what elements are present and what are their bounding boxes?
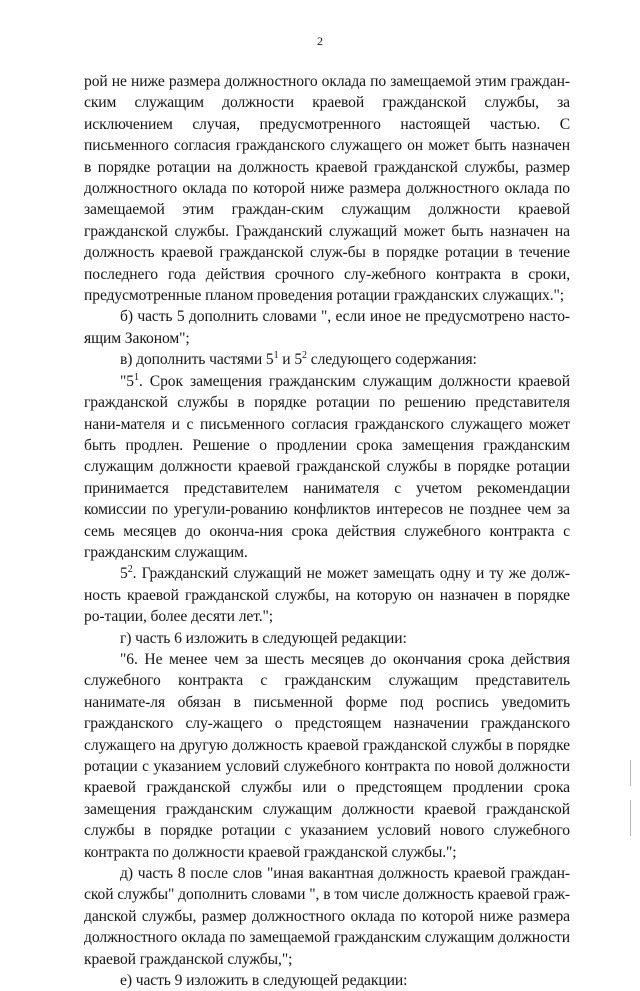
superscript: 1 [133, 371, 139, 383]
paragraph-rotation-appointment: рой не ниже размера должностного оклада по замещаемой этим граждан-ским служащим должности краевой гражданской службы, за исключением случая, предусмотренного настоящей частью. С письменного согласия гражданского служащего он может быть назначен в порядке ротации на должность краевой гражданской службы, размер должностного оклада по которой ниже размера должностного оклада по замещаемой этим граждан-ским служащим должности краевой гражданской службы. Гражданский служащий может быть назначен на должность краевой гражданской служ-бы в порядке ротации в течение последнего года действия срочного слу-жебного контракта в сроки, предусмотренные планом проведения ротации гражданских служащих."; [84, 73, 570, 305]
superscript: 2 [302, 350, 307, 362]
text-run: . Гражданский служащий не может замещать одну и ту же долж-ность краевой гражданской службы, на которую он назначен в порядке ро-тации, более десяти лет."; [84, 565, 570, 626]
text-run: и 5 [278, 351, 303, 369]
scan-edge-mark [630, 760, 631, 786]
paragraph-item-g: г) часть 6 изложить в следующей редакции: [120, 629, 407, 647]
page-number: 2 [317, 34, 323, 48]
paragraph-part-5-1 [84, 371, 570, 564]
paragraph-item-e: е) часть 9 изложить в следующей редакции: [120, 972, 408, 990]
paragraph-item-v [84, 349, 570, 370]
text-run: . Срок замещения гражданским служащим должности краевой гражданской службы в порядке ротации по решению представителя нани-мателя и с письменного согласия гражданского служащего может быть продлен. Решение о продлении срока замещения гражданским служащим должности краевой гражданской службы в порядке ротации принимается представителем нанимателя с учетом рекомендации комиссии по урегули-рованию конфликтов интересов не позднее чем за семь месяцев до оконча-ния срока действия служебного контракта с гражданским служащим. [84, 372, 570, 561]
text-run: в) дополнить частями 5 [120, 351, 274, 369]
superscript: 2 [127, 564, 133, 576]
paragraph-item-d: д) часть 8 после слов "иная вакантная должность краевой граждан-ской службы" дополнить словами ", в том числе должность краевой граж-данской службы, размер должностного оклада по которой ниже размера должностного оклада по замещаемой гражданским служащим должности краевой гражданской службы,"; [84, 865, 570, 968]
paragraph-part-6: "6. Не менее чем за шесть месяцев до окончания срока действия служебного контракта с гражданским служащим представитель нанимате-ля обязан в письменной форме под роспись уведомить гражданского слу-жащего о предстоящем назначении гражданского служащего на другую должность краевой гражданской службы в порядке ротации с указанием условий служебного контракта по новой должности краевой гражданской службы или о предстоящем продлении срока замещения гражданским служащим должности краевой гражданской службы в порядке ротации с указанием условий нового служебного контракта по должности краевой гражданской службы."; [84, 650, 570, 861]
paragraph-item-b: б) часть 5 дополнить словами ", если иное не предусмотрено насто-ящим Законом"; [84, 308, 570, 347]
paragraph-part-5-2 [84, 563, 570, 627]
text-run: "5 [120, 372, 134, 390]
scan-edge-mark [630, 800, 631, 836]
text-run: 5 [120, 565, 128, 583]
document-body [84, 71, 570, 991]
text-run: следующего содержания: [306, 351, 477, 369]
superscript: 1 [273, 350, 279, 362]
